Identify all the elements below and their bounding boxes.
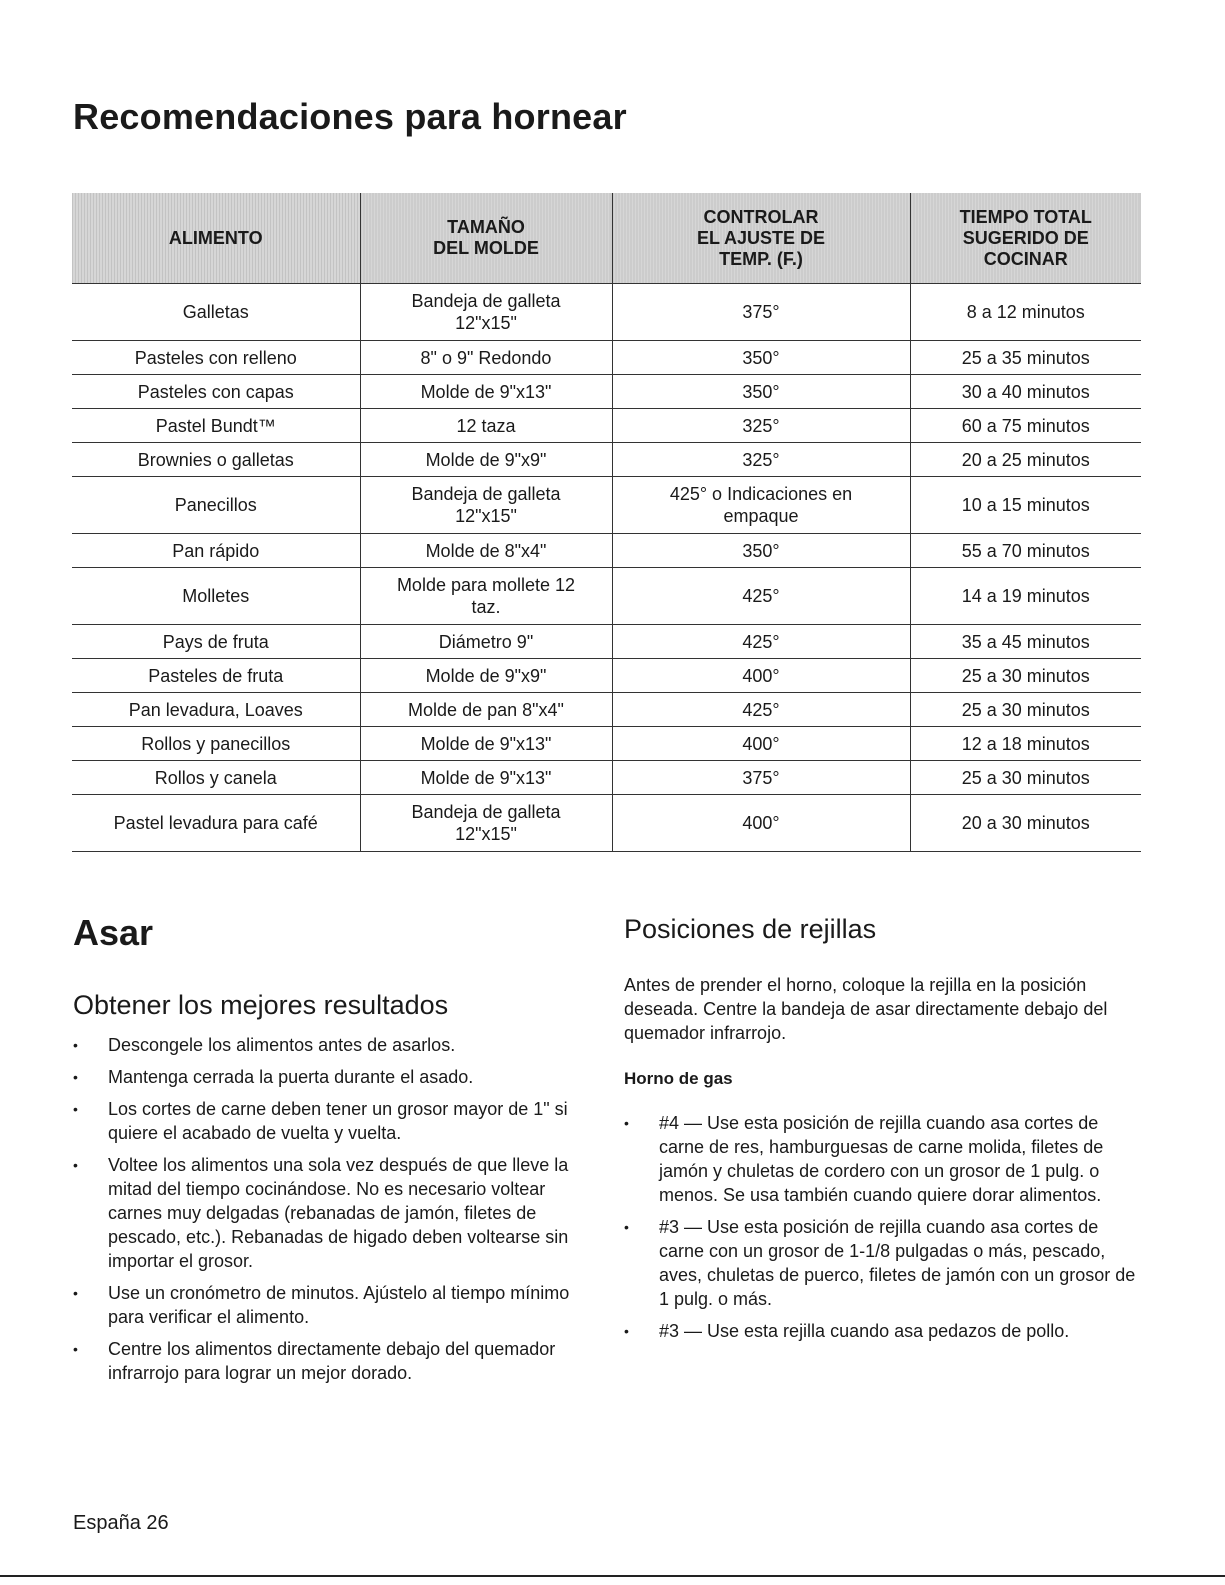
cell-temp: 425° o Indicaciones en empaque <box>612 477 910 534</box>
header-alimento: ALIMENTO <box>72 193 360 284</box>
cell-food: Pasteles de fruta <box>72 659 360 693</box>
cell-food: Pastel levadura para café <box>72 795 360 852</box>
cell-pan: Bandeja de galleta 12"x15" <box>360 284 612 341</box>
cell-food: Pastel Bundt™ <box>72 409 360 443</box>
cell-temp: 400° <box>612 795 910 852</box>
table-row <box>72 727 1141 761</box>
table-row <box>72 341 1141 375</box>
subhead-horno-gas: Horno de gas <box>624 1069 733 1088</box>
table-row <box>72 568 1141 625</box>
cell-pan: Bandeja de galleta 12"x15" <box>360 795 612 852</box>
cell-pan: Molde de 8"x4" <box>360 534 612 568</box>
section-title-asar: Asar <box>73 912 154 953</box>
page-footer: España 26 <box>73 1512 169 1534</box>
list-item: • Centre los alimentos directamente debajo del quemador infrarrojo para lograr un mejor dorado. <box>73 1337 593 1385</box>
list-item: • Use un cronómetro de minutos. Ajústelo al tiempo mínimo para verificar el alimento. <box>73 1281 593 1329</box>
cell-temp: 350° <box>612 341 910 375</box>
list-item: • Voltee los alimentos una sola vez después de que lleve la mitad del tiempo cocinándose. No es necesario voltear carnes muy delgadas (rebanadas de jamón, filetes de pescado, etc.). Rebanadas de higado deben voltearse sin importar el grosor. <box>73 1153 593 1273</box>
cell-food: Galletas <box>72 284 360 341</box>
table-row <box>72 693 1141 727</box>
page-title: Recomendaciones para hornear <box>73 96 627 137</box>
cell-temp: 325° <box>612 443 910 477</box>
table-row <box>72 795 1141 852</box>
cell-time: 25 a 30 minutos <box>910 693 1141 727</box>
cell-pan: Molde de 9"x9" <box>360 443 612 477</box>
header-tamano: TAMAÑO DEL MOLDE <box>360 193 612 284</box>
cell-temp: 375° <box>612 284 910 341</box>
cell-temp: 425° <box>612 568 910 625</box>
cell-temp: 350° <box>612 375 910 409</box>
cell-time: 12 a 18 minutos <box>910 727 1141 761</box>
cell-time: 30 a 40 minutos <box>910 375 1141 409</box>
cell-pan: Bandeja de galleta 12"x15" <box>360 477 612 534</box>
cell-time: 10 a 15 minutos <box>910 477 1141 534</box>
list-item: • #4 — Use esta posición de rejilla cuando asa cortes de carne de res, hamburguesas de carne molida, filetes de jamón y chuletas de cordero con un grosor de 1 pulg. o menos. Se usa también cuando quiere dorar alimentos. <box>624 1111 1144 1207</box>
cell-pan: Molde de 9"x13" <box>360 375 612 409</box>
header-tiempo: TIEMPO TOTAL SUGERIDO DE COCINAR <box>910 193 1141 284</box>
cell-time: 55 a 70 minutos <box>910 534 1141 568</box>
table-body <box>72 284 1141 852</box>
cell-time: 20 a 30 minutos <box>910 795 1141 852</box>
cell-time: 8 a 12 minutos <box>910 284 1141 341</box>
table-row <box>72 761 1141 795</box>
table-row <box>72 477 1141 534</box>
cell-time: 60 a 75 minutos <box>910 409 1141 443</box>
asar-bullet-list <box>73 1033 593 1393</box>
cell-food: Rollos y panecillos <box>72 727 360 761</box>
cell-food: Pan levadura, Loaves <box>72 693 360 727</box>
table-header-row <box>72 193 1141 284</box>
table-row <box>72 443 1141 477</box>
cell-time: 20 a 25 minutos <box>910 443 1141 477</box>
rejillas-intro: Antes de prender el horno, coloque la rejilla en la posición deseada. Centre la bandeja de asar directamente debajo del quemador infrarrojo. <box>624 975 1108 1043</box>
table-row <box>72 625 1141 659</box>
cell-pan: Molde de 9"x13" <box>360 761 612 795</box>
cell-pan: Molde de 9"x9" <box>360 659 612 693</box>
table-row <box>72 409 1141 443</box>
list-item: • Los cortes de carne deben tener un grosor mayor de 1" si quiere el acabado de vuelta y vuelta. <box>73 1097 593 1145</box>
cell-temp: 400° <box>612 727 910 761</box>
cell-pan: Molde para mollete 12 taz. <box>360 568 612 625</box>
cell-pan: 12 taza <box>360 409 612 443</box>
cell-time: 14 a 19 minutos <box>910 568 1141 625</box>
cell-pan: Molde de pan 8"x4" <box>360 693 612 727</box>
cell-pan: Diámetro 9" <box>360 625 612 659</box>
cell-time: 25 a 30 minutos <box>910 761 1141 795</box>
list-item: • #3 — Use esta posición de rejilla cuando asa cortes de carne con un grosor de 1-1/8 pulgadas o más, pescado, aves, chuletas de puerco, filetes de jamón con un grosor de 1 pulg. o más. <box>624 1215 1144 1311</box>
cell-food: Panecillos <box>72 477 360 534</box>
cell-time: 35 a 45 minutos <box>910 625 1141 659</box>
cell-temp: 375° <box>612 761 910 795</box>
table-row <box>72 534 1141 568</box>
cell-temp: 425° <box>612 693 910 727</box>
header-temp: CONTROLAR EL AJUSTE DE TEMP. (F.) <box>612 193 910 284</box>
cell-food: Pays de fruta <box>72 625 360 659</box>
list-item: • #3 — Use esta rejilla cuando asa pedazos de pollo. <box>624 1319 1144 1343</box>
list-item: • Descongele los alimentos antes de asarlos. <box>73 1033 593 1057</box>
table-row <box>72 284 1141 341</box>
subhead-mejores-resultados: Obtener los mejores resultados <box>73 990 449 1020</box>
cell-pan: 8" o 9" Redondo <box>360 341 612 375</box>
cell-temp: 425° <box>612 625 910 659</box>
list-item: • Mantenga cerrada la puerta durante el asado. <box>73 1065 593 1089</box>
cell-food: Molletes <box>72 568 360 625</box>
cell-food: Pasteles con relleno <box>72 341 360 375</box>
cell-temp: 325° <box>612 409 910 443</box>
cell-temp: 350° <box>612 534 910 568</box>
cell-time: 25 a 30 minutos <box>910 659 1141 693</box>
cell-time: 25 a 35 minutos <box>910 341 1141 375</box>
cell-temp: 400° <box>612 659 910 693</box>
table-row <box>72 375 1141 409</box>
cell-food: Pasteles con capas <box>72 375 360 409</box>
bottom-divider <box>0 1575 1225 1577</box>
cell-pan: Molde de 9"x13" <box>360 727 612 761</box>
rejillas-bullet-list <box>624 1111 1144 1351</box>
cell-food: Pan rápido <box>72 534 360 568</box>
table-row <box>72 659 1141 693</box>
cell-food: Rollos y canela <box>72 761 360 795</box>
cell-food: Brownies o galletas <box>72 443 360 477</box>
baking-table <box>72 193 1141 852</box>
subhead-posiciones-rejillas: Posiciones de rejillas <box>624 914 877 944</box>
